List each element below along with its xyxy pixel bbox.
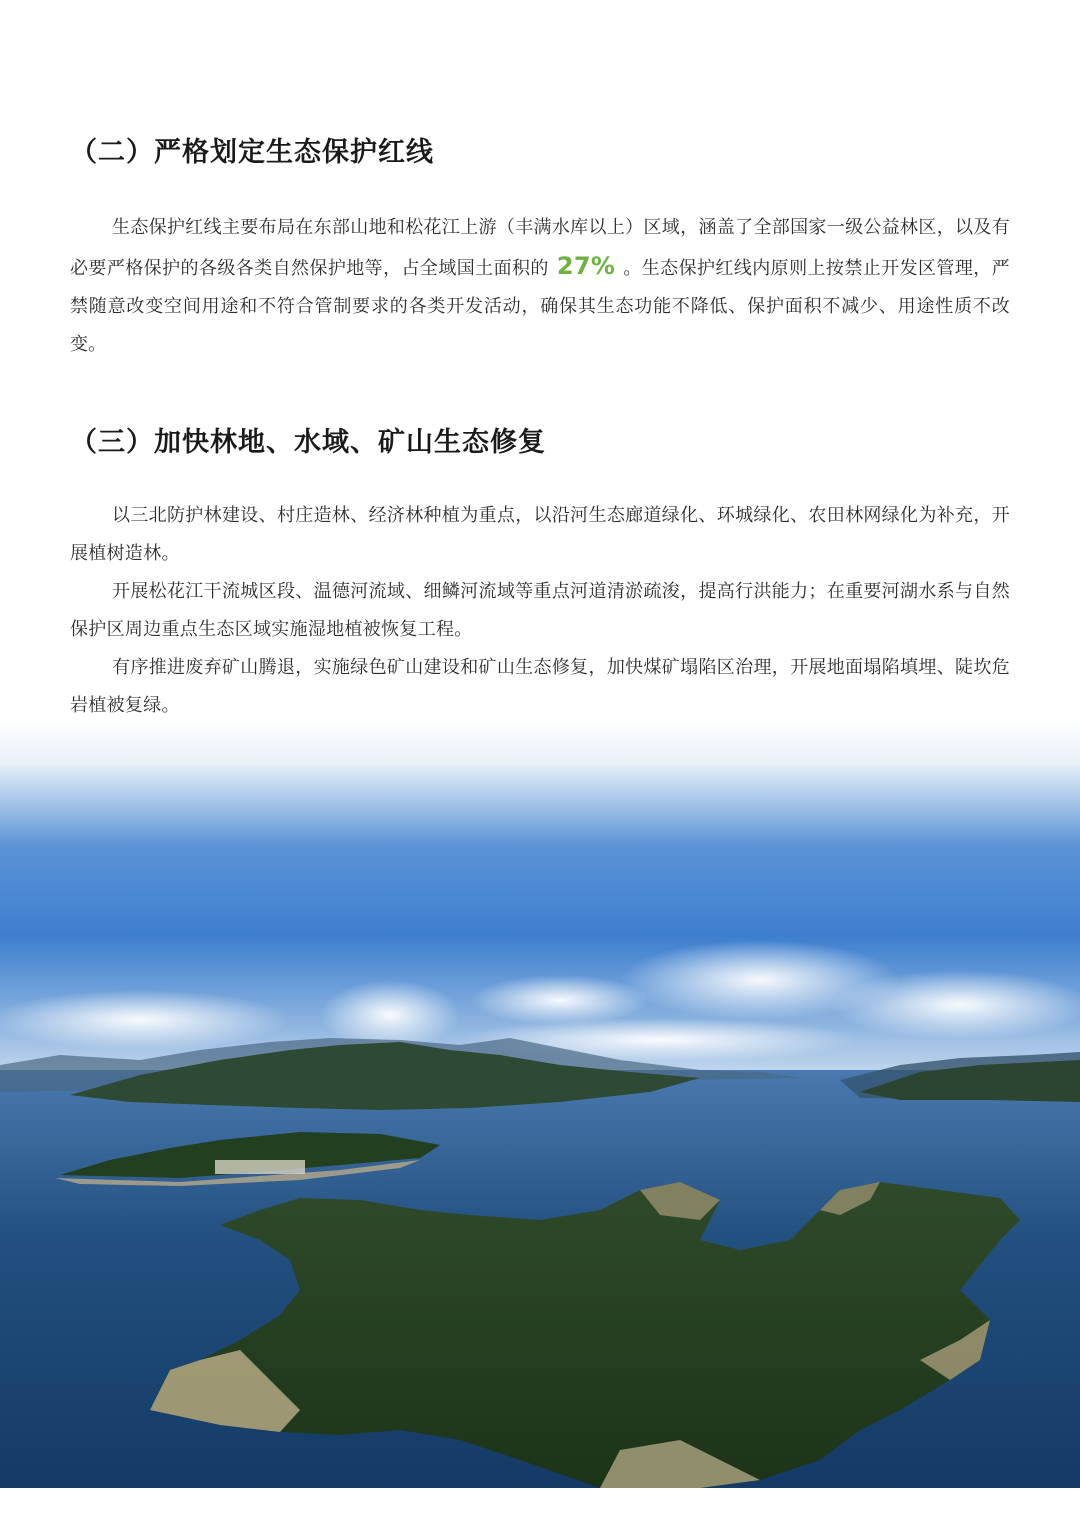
paragraph: 有序推进废弃矿山腾退，实施绿色矿山建设和矿山生态修复，加快煤矿塌陷区治理，开展地面塌陷填埋、陡坎危岩植被复绿。 [70, 657, 1010, 716]
section-heading: （三）加快林地、水域、矿山生态修复 [70, 427, 546, 458]
paragraph-text-after: 。生态保护红线内原则上按禁止开发区管理，严禁随意改变空间用途和不符合管制要求的各类开发活动，确保其生态功能不降低、保护面积不减少、用途性质不改变。 [70, 258, 1010, 355]
percentage-highlight: 27% [556, 252, 616, 280]
paragraph: 以三北防护林建设、村庄造林、经济林种植为重点，以沿河生态廊道绿化、环城绿化、农田林网绿化为补充，开展植树造林。 [70, 505, 1010, 564]
section-heading: （二）严格划定生态保护红线 [70, 137, 434, 168]
section-body [70, 209, 1010, 364]
aerial-lake-islands-photo [0, 720, 1080, 1488]
paragraph: 开展松花江干流城区段、温德河流域、细鳞河流域等重点河道清淤疏浚，提高行洪能力；在重要河湖水系与自然保护区周边重点生态区域实施湿地植被恢复工程。 [70, 581, 1010, 640]
section-ecological-restoration [70, 420, 1010, 725]
section-ecological-redline [70, 130, 1010, 364]
paragraph-text-before: 生态保护红线主要布局在东部山地和松花江上游（丰满水库以上）区域，涵盖了全部国家一级公益林区，以及有必要严格保护的各级各类自然保护地等，占全域国土面积的 [70, 217, 1010, 279]
section-body [70, 497, 1010, 725]
paragraph [70, 209, 1010, 364]
